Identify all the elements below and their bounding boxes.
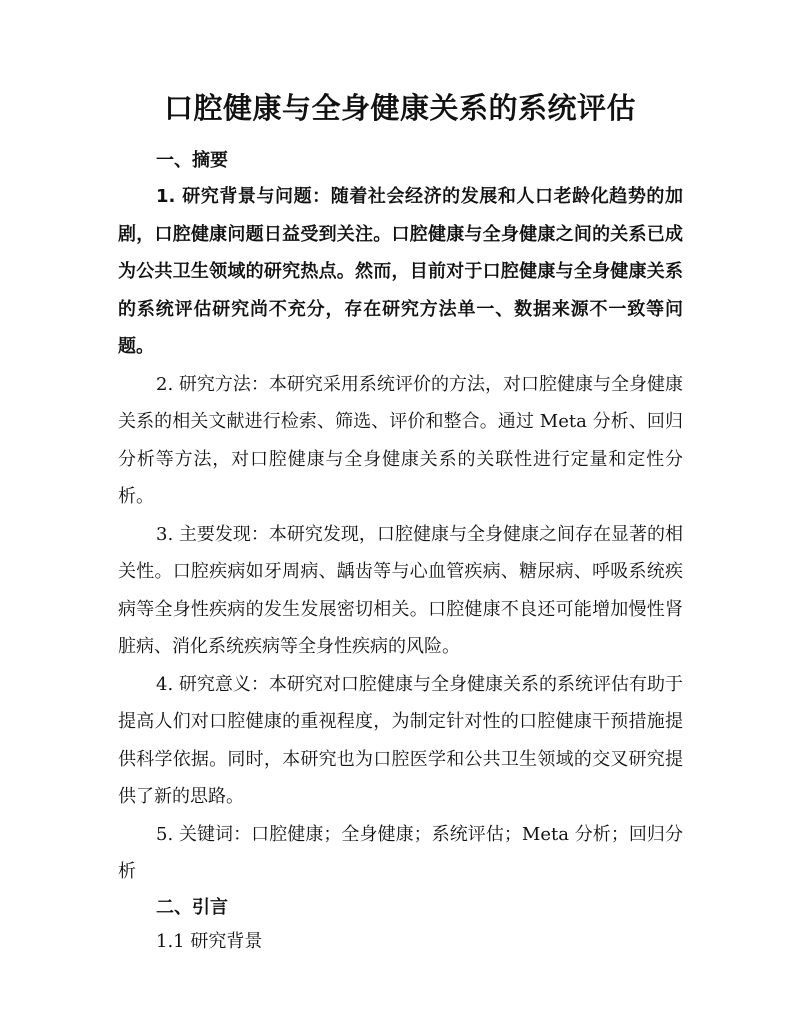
introduction-heading: 二、引言 [156, 896, 228, 918]
abstract-paragraph-background: 1. 研究背景与问题：随着社会经济的发展和人口老龄化趋势的加剧，口腔健康问题日益受到关注。口腔健康与全身健康之间的关系已成为公共卫生领域的研究热点。然而，目前对于口腔健康与全身健康关系的系统评估研究尚不充分，存在研究方法单一、数据来源不一致等问题。 [118, 186, 683, 357]
subsection-heading-background: 1.1 研究背景 [156, 930, 263, 952]
document-title: 口腔健康与全身健康关系的系统评估 [163, 91, 636, 125]
abstract-heading: 一、摘要 [156, 150, 228, 171]
abstract-paragraph-methods: 2. 研究方法：本研究采用系统评价的方法，对口腔健康与全身健康关系的相关文献进行检索、筛选、评价和整合。通过 Meta 分析、回归分析等方法，对口腔健康与全身健康关系的关联性进行定量和定性分析。 [118, 373, 683, 507]
abstract-paragraph-significance: 4. 研究意义：本研究对口腔健康与全身健康关系的系统评估有助于提高人们对口腔健康的重视程度，为制定针对性的口腔健康干预措施提供科学依据。同时，本研究也为口腔医学和公共卫生领域的交叉研究提供了新的思路。 [118, 673, 683, 807]
document-body [118, 144, 683, 959]
abstract-paragraph-findings: 3. 主要发现：本研究发现，口腔健康与全身健康之间存在显著的相关性。口腔疾病如牙周病、龋齿等与心血管疾病、糖尿病、呼吸系统疾病等全身性疾病的发生发展密切相关。口腔健康不良还可能增加慢性肾脏病、消化系统疾病等全身性疾病的风险。 [118, 523, 683, 657]
abstract-paragraph-keywords: 5. 关键词：口腔健康；全身健康；系统评估；Meta 分析；回归分析 [118, 823, 683, 882]
